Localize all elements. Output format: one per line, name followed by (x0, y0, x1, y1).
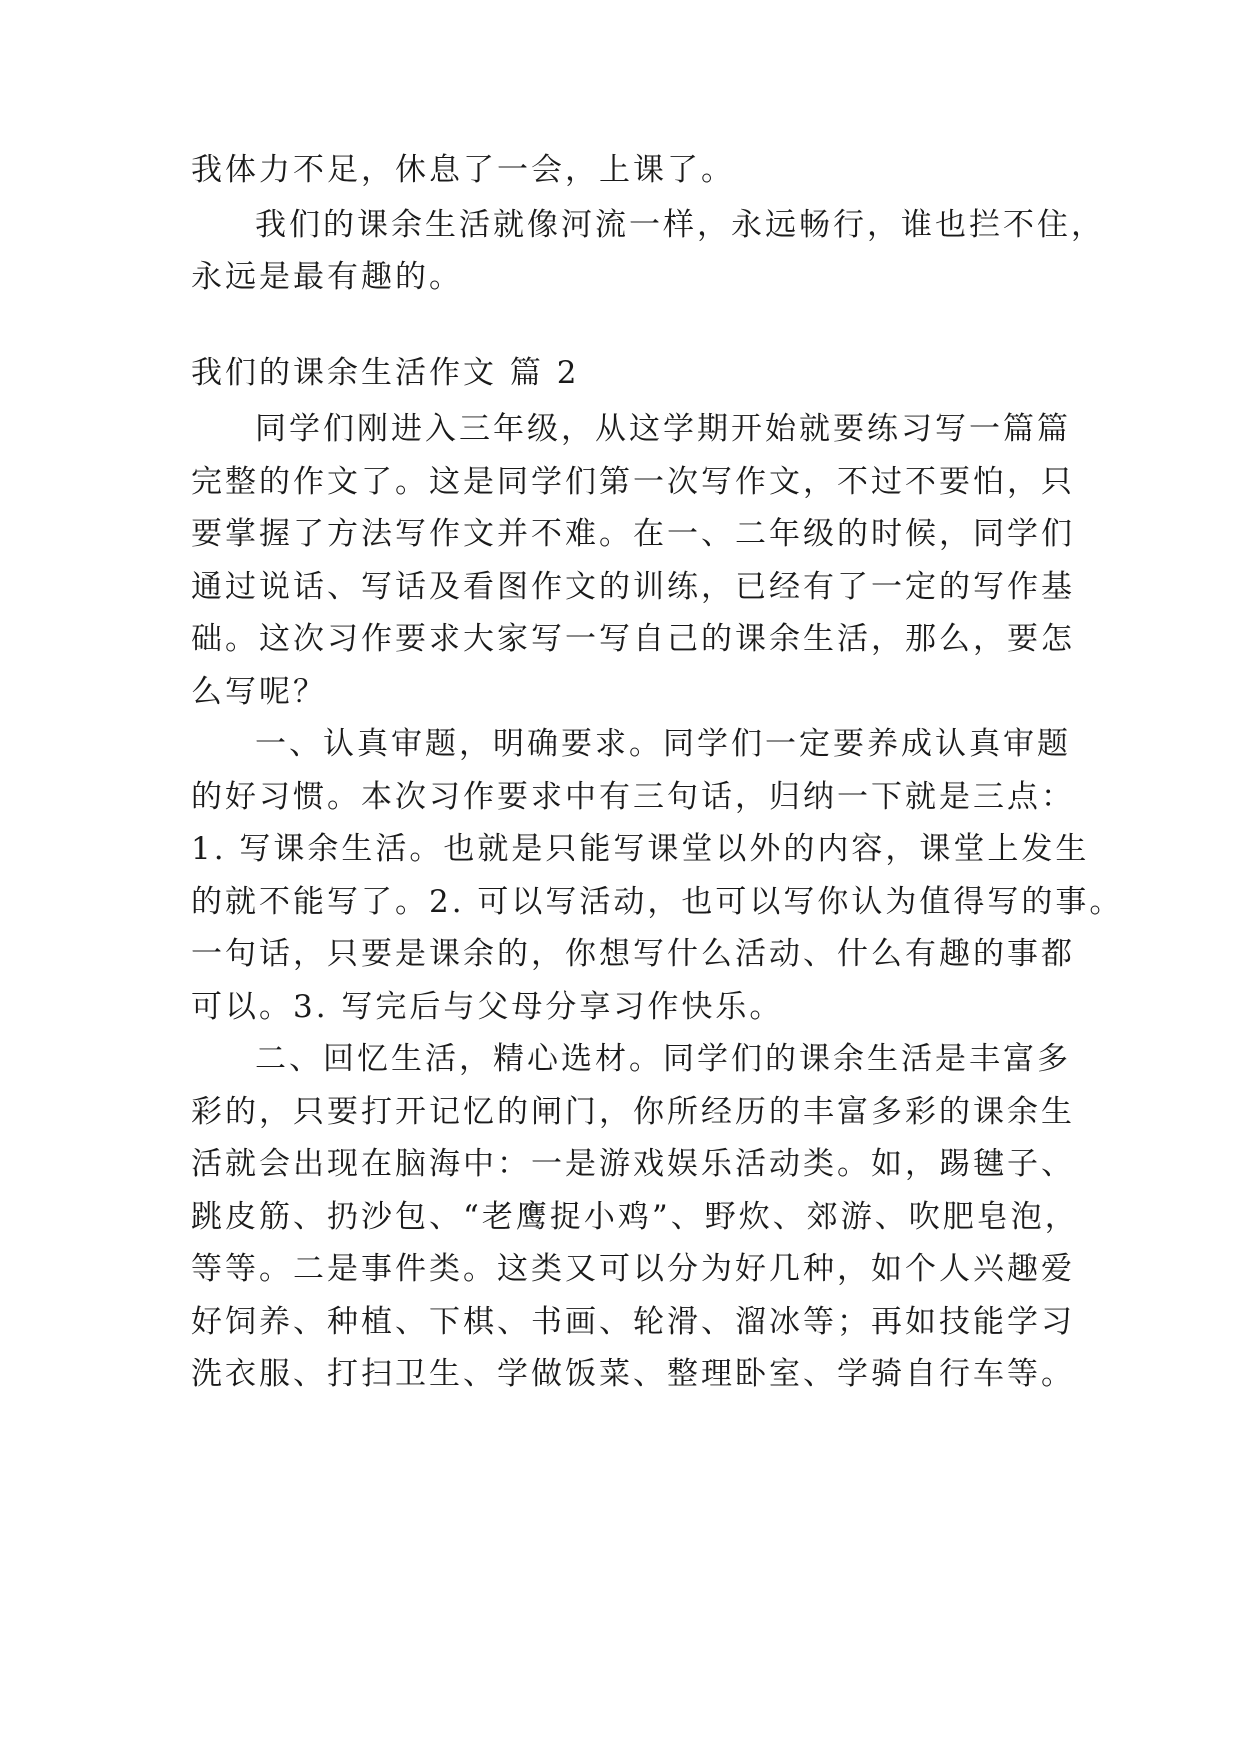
paragraph-first-line: 我们的课余生活就像河流一样，永远畅行，谁也拦不住， (255, 207, 1105, 243)
text-line: 洗衣服、打扫卫生、学做饭菜、整理卧室、学骑自行车等。 (191, 1356, 1075, 1392)
text-line: 的好习惯。本次习作要求中有三句话，归纳一下就是三点： (191, 779, 1075, 815)
text-line: 1. 写课余生活。也就是只能写课堂以外的内容，课堂上发生 (191, 831, 1090, 867)
text-line: 么写呢？ (191, 674, 327, 710)
text-line: 完整的作文了。这是同学们第一次写作文，不过不要怕，只 (191, 464, 1075, 500)
text-line: 彩的，只要打开记忆的闸门，你所经历的丰富多彩的课余生 (191, 1094, 1075, 1130)
text-line: 我体力不足，休息了一会，上课了。 (191, 152, 735, 188)
text-line: 永远是最有趣的。 (191, 259, 463, 295)
text-line: 通过说话、写话及看图作文的训练，已经有了一定的写作基 (191, 569, 1075, 605)
section-title: 我们的课余生活作文 篇 2 (191, 355, 580, 391)
text-line: 好饲养、种植、下棋、书画、轮滑、溜冰等；再如技能学习 (191, 1304, 1075, 1340)
text-line: 要掌握了方法写作文并不难。在一、二年级的时候，同学们 (191, 516, 1075, 552)
text-line: 一句话，只要是课余的，你想写什么活动、什么有趣的事都 (191, 936, 1075, 972)
paragraph-first-line: 一、认真审题，明确要求。同学们一定要养成认真审题 (255, 726, 1071, 762)
paragraph-first-line: 同学们刚进入三年级，从这学期开始就要练习写一篇篇 (255, 411, 1071, 447)
paragraph-first-line: 二、回忆生活，精心选材。同学们的课余生活是丰富多 (255, 1041, 1071, 1077)
text-line: 可以。3. 写完后与父母分享习作快乐。 (191, 989, 784, 1025)
text-line: 的就不能写了。2. 可以写活动，也可以写你认为值得写的事。 (191, 884, 1124, 920)
text-line: 活就会出现在脑海中：一是游戏娱乐活动类。如，踢毽子、 (191, 1146, 1075, 1182)
text-line: 等等。二是事件类。这类又可以分为好几种，如个人兴趣爱 (191, 1251, 1075, 1287)
text-line: 础。这次习作要求大家写一写自己的课余生活，那么，要怎 (191, 621, 1075, 657)
text-line: 跳皮筋、扔沙包、“老鹰捉小鸡”、野炊、郊游、吹肥皂泡， (191, 1199, 1079, 1235)
